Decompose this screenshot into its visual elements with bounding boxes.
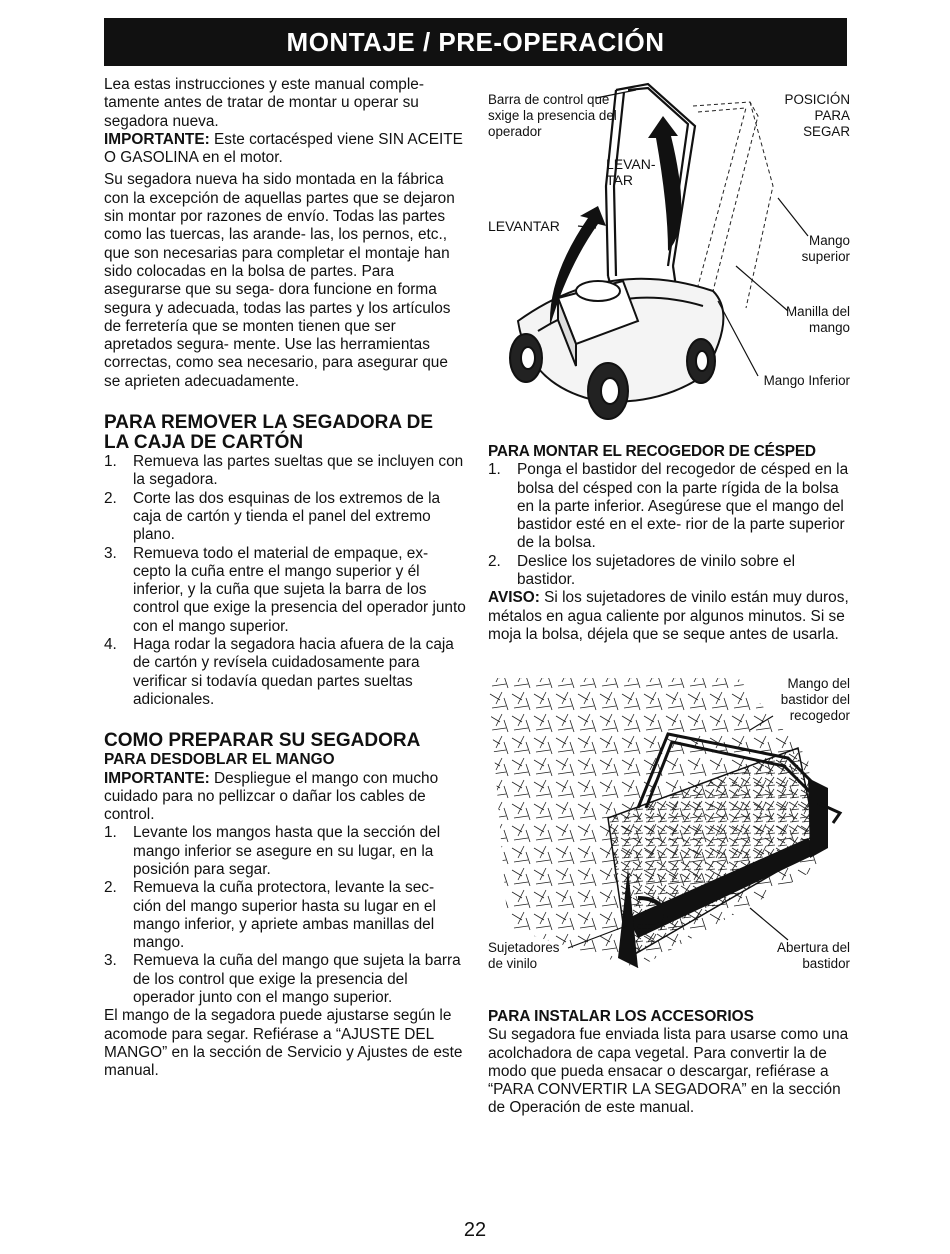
list-item: 1. Remueva las partes sueltas que se incluyen con la segadora.: [104, 453, 464, 489]
list-item: 3. Remueva la cuña del mango que sujeta la barra de los control que exige la presencia del operador junto con el mango superior.: [104, 952, 461, 1007]
section-banner: [104, 18, 847, 66]
prepare-closing: El mango de la segadora puede ajustarse según le acomode para segar. Refiérase a “AJUSTE DEL MANGO” en la sección de Servicio y Ajustes de este manual.: [104, 1007, 463, 1080]
label-lift-top: LEVAN- TAR: [606, 156, 656, 188]
catcher-steps-list: [488, 461, 850, 589]
list-item: 1. Levante los mangos hasta que la sección del mango inferior se asegure en su lugar, en la posición para segar.: [104, 824, 441, 878]
prepare-important: IMPORTANTE: Despliegue el mango con mucho cuidado para no pellizcar o dañar los cables de control.: [104, 769, 439, 824]
label-frame-handle: Mango del bastidor del recogedor: [780, 676, 850, 723]
list-item: 2. Remueva la cuña protectora, levante la sec- ción del mango superior hasta su lugar en el mango inferior, y apriete ambas manillas del mango.: [104, 879, 436, 952]
important-text: Este cortacésped viene SIN ACEITE O GASOLINA en el motor.: [104, 130, 463, 167]
accessories-section: [488, 1008, 850, 1118]
remove-heading-line2: LA CAJA DE CARTÓN: [104, 432, 304, 454]
important-label: IMPORTANTE:: [104, 130, 210, 148]
catcher-heading: PARA MONTAR EL RECOGEDOR DE CÉSPED: [488, 443, 816, 460]
list-item: 4. Haga rodar la segadora hacia afuera de la caja de cartón y revísela cuidadosamente para verificar si todavía quedan partes sueltas adicionales.: [104, 636, 454, 708]
list-item: 2. Corte las dos esquinas de los extremos de la caja de cartón y tienda el panel del extremo plano.: [104, 489, 441, 544]
intro-paragraph-3: Su segadora nueva ha sido montada en la fábrica con la excepción de aquellas partes que se dejaron sin montar por razones de envío. Todas las partes como las tuercas, las arande- las, los pernos, etc., que son necesarias para completar el montaje han sido colocadas en la bolsa de partes. Para asegurarse que su sega- dora funcione en forma segura y adecuada, todas las partes y los artículos de ferretería que se monten tienen que ser apretados segura- mente. Use las herramientas correctas, como sea necesario, para asegurar que se aprieten adecuadamente.: [104, 171, 455, 390]
prepare-subheading: PARA DESDOBLAR EL MANGO: [104, 751, 335, 769]
page-title: MONTAJE / PRE-OPERACIÓN: [286, 27, 665, 57]
label-frame-opening: Abertura del bastidor: [777, 940, 850, 971]
notice-label: AVISO:: [488, 589, 540, 607]
catcher-section: [488, 443, 850, 644]
remove-steps-list: [104, 453, 466, 709]
list-item: 3. Remueva todo el material de empaque, ex- cepto la cuña entre el mango superior y él inferior, y la cuña que sujeta la barra de los control que exige la presencia del operador junto con el mango superior.: [104, 544, 466, 635]
catcher-figure: [488, 668, 850, 978]
label-control-bar: Barra de control que sxige la presencia del operador: [488, 92, 617, 139]
accessories-text: Su segadora fue enviada lista para usarse como una acolchadora de capa vegetal. Para convertir la de modo que pueda ensacar o descargar, refiérase a “PARA CONVERTIR LA SEGADORA” en la sección de Operación de este manual.: [488, 1026, 849, 1117]
accessories-heading: PARA INSTALAR LOS ACCESORIOS: [488, 1008, 754, 1025]
label-handle-knob: Manilla del mango: [785, 304, 850, 335]
label-mowing-position: POSICIÓN PARA SEGAR: [784, 92, 850, 139]
left-column: [104, 76, 466, 1081]
important-label: IMPORTANTE:: [104, 769, 210, 787]
remove-heading-line1: PARA REMOVER LA SEGADORA DE: [104, 412, 434, 434]
intro-important: [104, 131, 466, 168]
prepare-heading: COMO PREPARAR SU SEGADORA: [104, 730, 421, 752]
prepare-steps-list: [104, 824, 466, 1007]
mower-figure: [488, 76, 850, 436]
catcher-notice: AVISO: Si los sujetadores de vinilo están muy duros, métalos en agua caliente por algunos minutos. Si se moja la bolsa, déjela que se seque antes de usarla.: [488, 589, 849, 643]
label-vinyl-clips: Sujetadores de vinilo: [488, 940, 560, 971]
label-lower-handle: Mango Inferior: [763, 373, 850, 388]
intro-paragraph-1: Lea estas instrucciones y este manual comple- tamente antes de tratar de montar u operar su segadora nueva.: [104, 76, 424, 130]
label-upper-handle: Mango superior: [801, 233, 850, 264]
page-number: 22: [463, 1219, 487, 1241]
list-item: 1. Ponga el bastidor del recogedor de césped en la bolsa del césped con la parte rígida de la bolsa en la parte inferior. Asegúrese que el mango del bastidor esté en el exte- rior de la parte superior de la bolsa.: [488, 461, 849, 552]
list-item: 2. Deslice los sujetadores de vinilo sobre el bastidor.: [488, 552, 796, 589]
label-lift-left: LEVANTAR: [488, 218, 560, 234]
